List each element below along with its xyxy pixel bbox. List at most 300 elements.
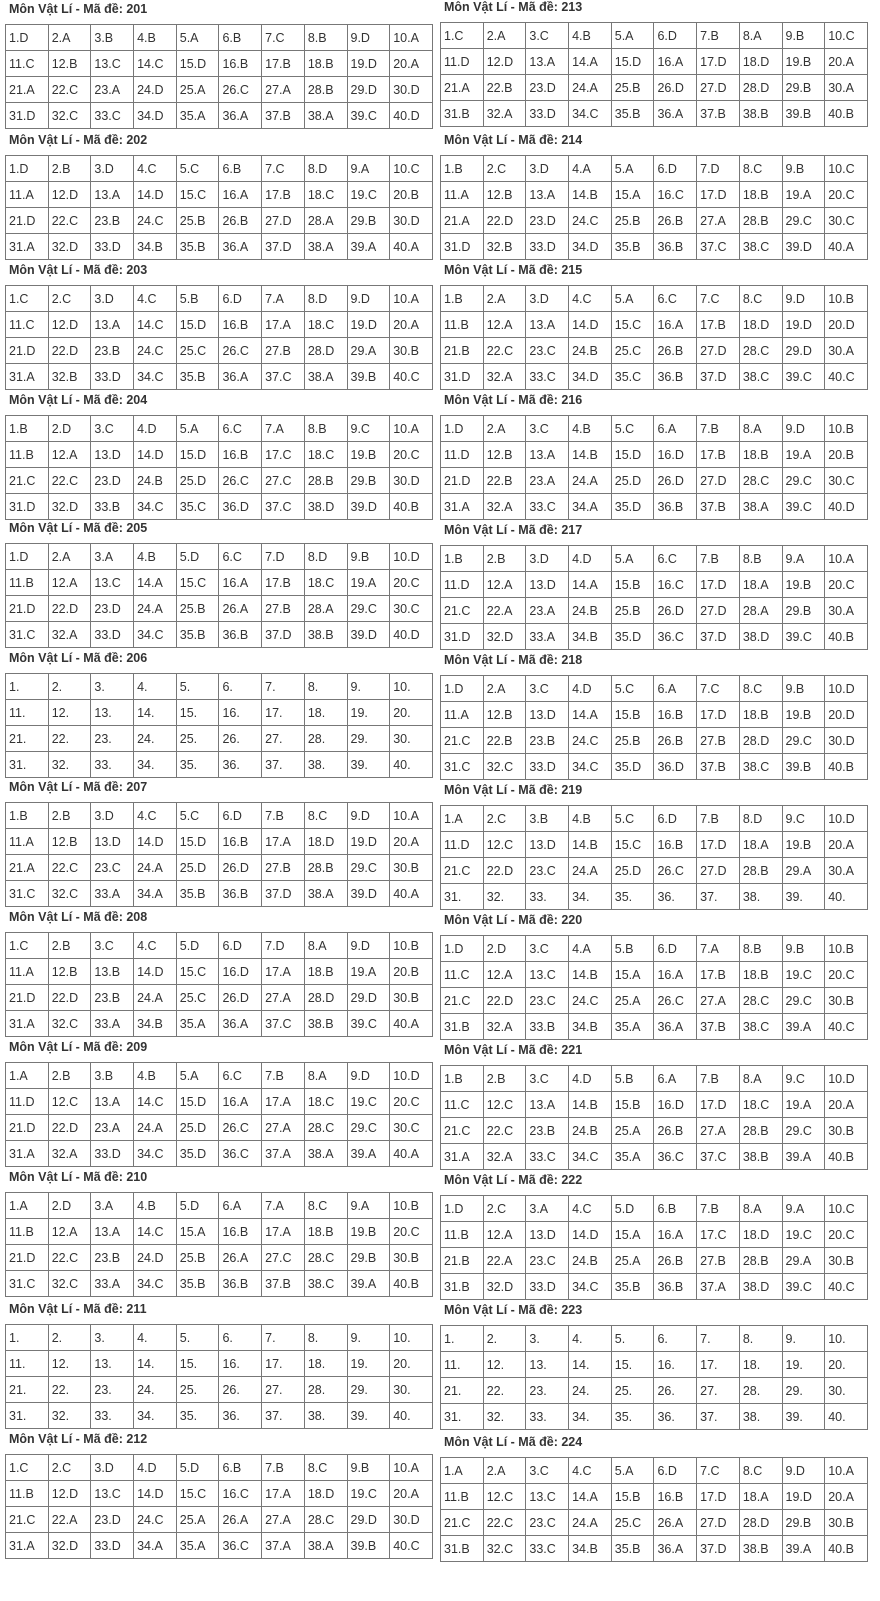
answer-cell: 17.C xyxy=(262,442,305,468)
answer-cell: 9.D xyxy=(782,1458,825,1484)
answer-cell: 23.B xyxy=(91,208,134,234)
answer-cell: 19. xyxy=(782,1352,825,1378)
answer-cell: 10.C xyxy=(825,23,868,49)
answer-cell: 11.A xyxy=(441,702,484,728)
answer-table xyxy=(440,675,868,780)
answer-cell: 9.D xyxy=(347,286,390,312)
answer-cell: 23.C xyxy=(526,858,569,884)
answer-cell: 2.C xyxy=(483,1196,526,1222)
answer-cell: 39.C xyxy=(347,103,390,129)
answer-cell: 30.B xyxy=(825,1510,868,1536)
answer-cell: 1.A xyxy=(441,806,484,832)
answer-cell: 25.A xyxy=(176,77,219,103)
answer-cell: 31.A xyxy=(441,494,484,520)
answer-cell: 22.C xyxy=(48,468,91,494)
answer-cell: 6.B xyxy=(219,1455,262,1481)
answer-cell: 24.B xyxy=(569,338,612,364)
answer-cell: 2.B xyxy=(48,803,91,829)
answer-cell: 24.D xyxy=(134,1245,177,1271)
answer-cell: 30.C xyxy=(825,468,868,494)
exam-title: Môn Vật Lí - Mã đề: 212 xyxy=(9,1432,148,1446)
answer-row xyxy=(6,1063,433,1089)
answer-cell: 39.D xyxy=(347,622,390,648)
answer-cell: 12.B xyxy=(483,442,526,468)
answer-cell: 37. xyxy=(697,884,740,910)
answer-cell: 31.A xyxy=(6,1141,49,1167)
answer-cell: 6.D xyxy=(219,286,262,312)
exam-title: Môn Vật Lí - Mã đề: 202 xyxy=(9,133,148,147)
answer-cell: 37.A xyxy=(262,1141,305,1167)
answer-cell: 36.D xyxy=(219,494,262,520)
answer-cell: 21.D xyxy=(6,1115,49,1141)
answer-row xyxy=(6,1193,433,1219)
answer-cell: 18.B xyxy=(304,959,347,985)
answer-cell: 11.C xyxy=(6,312,49,338)
exam-title: Môn Vật Lí - Mã đề: 209 xyxy=(9,1040,148,1054)
answer-cell: 35. xyxy=(176,1403,219,1429)
answer-cell: 5.C xyxy=(611,416,654,442)
answer-cell: 14.B xyxy=(569,832,612,858)
answer-cell: 13.D xyxy=(91,442,134,468)
answer-row xyxy=(441,1014,868,1040)
answer-cell: 34.B xyxy=(569,624,612,650)
answer-cell: 10.A xyxy=(390,25,433,51)
answer-cell: 14.B xyxy=(569,442,612,468)
answer-cell: 29.A xyxy=(782,1248,825,1274)
answer-cell: 29.C xyxy=(347,1115,390,1141)
answer-cell: 19.C xyxy=(782,1222,825,1248)
answer-cell: 33.D xyxy=(91,1141,134,1167)
answer-cell: 34.D xyxy=(134,103,177,129)
answer-cell: 34.A xyxy=(134,881,177,907)
answer-cell: 17.B xyxy=(697,442,740,468)
answer-cell: 17.B xyxy=(697,312,740,338)
answer-cell: 39.C xyxy=(782,494,825,520)
answer-cell: 5.C xyxy=(611,806,654,832)
answer-cell: 19.B xyxy=(782,702,825,728)
answer-cell: 11.B xyxy=(6,1219,49,1245)
answer-cell: 14.D xyxy=(569,1222,612,1248)
answer-cell: 39.B xyxy=(347,1533,390,1559)
answer-cell: 13.C xyxy=(526,1484,569,1510)
answer-cell: 33.A xyxy=(91,881,134,907)
answer-cell: 25.C xyxy=(611,1510,654,1536)
answer-cell: 27.A xyxy=(262,985,305,1011)
answer-cell: 12. xyxy=(48,700,91,726)
answer-cell: 36.A xyxy=(219,103,262,129)
answer-cell: 16.B xyxy=(219,1219,262,1245)
exam-title: Môn Vật Lí - Mã đề: 213 xyxy=(444,0,583,14)
answer-cell: 38.A xyxy=(304,1533,347,1559)
answer-cell: 2.B xyxy=(48,156,91,182)
answer-cell: 26.C xyxy=(219,338,262,364)
answer-cell: 33.A xyxy=(91,1271,134,1297)
answer-row xyxy=(441,676,868,702)
answer-cell: 4.C xyxy=(134,286,177,312)
answer-table xyxy=(440,545,868,650)
answer-cell: 18. xyxy=(304,700,347,726)
answer-row xyxy=(6,1325,433,1351)
answer-cell: 39.C xyxy=(782,364,825,390)
answer-cell: 2.A xyxy=(483,416,526,442)
answer-row xyxy=(441,546,868,572)
answer-cell: 14.A xyxy=(569,572,612,598)
answer-cell: 5.A xyxy=(611,23,654,49)
exam-title: Môn Vật Lí - Mã đề: 218 xyxy=(444,653,583,667)
answer-cell: 16. xyxy=(654,1352,697,1378)
answer-cell: 12.D xyxy=(48,1481,91,1507)
answer-cell: 35.B xyxy=(176,364,219,390)
answer-cell: 16. xyxy=(219,700,262,726)
answer-cell: 9.B xyxy=(782,676,825,702)
answer-cell: 10. xyxy=(390,1325,433,1351)
answer-cell: 12.A xyxy=(48,1219,91,1245)
answer-cell: 30.B xyxy=(825,1248,868,1274)
answer-cell: 13.B xyxy=(91,959,134,985)
answer-cell: 4.C xyxy=(569,286,612,312)
answer-cell: 30.C xyxy=(825,208,868,234)
answer-table xyxy=(440,1325,868,1430)
answer-cell: 28. xyxy=(304,726,347,752)
answer-cell: 40.B xyxy=(825,754,868,780)
answer-row xyxy=(441,49,868,75)
answer-cell: 32.B xyxy=(48,364,91,390)
answer-cell: 38.B xyxy=(739,101,782,127)
answer-cell: 16.B xyxy=(654,1484,697,1510)
answer-cell: 14.A xyxy=(134,570,177,596)
answer-cell: 24.A xyxy=(569,1510,612,1536)
answer-cell: 39. xyxy=(347,752,390,778)
answer-cell: 28.C xyxy=(739,338,782,364)
answer-cell: 10.A xyxy=(390,803,433,829)
answer-cell: 33.A xyxy=(91,1011,134,1037)
exam-title: Môn Vật Lí - Mã đề: 221 xyxy=(444,1043,583,1057)
answer-cell: 4.D xyxy=(134,1455,177,1481)
answer-cell: 40.B xyxy=(390,494,433,520)
answer-cell: 14.A xyxy=(569,49,612,75)
answer-cell: 14.D xyxy=(134,442,177,468)
answer-cell: 29.D xyxy=(347,77,390,103)
answer-cell: 26.A xyxy=(219,1245,262,1271)
answer-row xyxy=(6,752,433,778)
answer-cell: 39. xyxy=(782,1404,825,1430)
answer-cell: 28.B xyxy=(739,1248,782,1274)
answer-cell: 2.A xyxy=(48,544,91,570)
answer-cell: 22.C xyxy=(48,77,91,103)
answer-cell: 20. xyxy=(825,1352,868,1378)
answer-cell: 18.C xyxy=(304,442,347,468)
answer-cell: 25.D xyxy=(176,1115,219,1141)
answer-cell: 8.B xyxy=(304,416,347,442)
answer-cell: 30.D xyxy=(825,728,868,754)
exam-title: Môn Vật Lí - Mã đề: 201 xyxy=(9,2,148,16)
answer-cell: 33.B xyxy=(91,494,134,520)
answer-row xyxy=(6,622,433,648)
answer-cell: 4.B xyxy=(569,416,612,442)
answer-row xyxy=(441,806,868,832)
answer-cell: 2. xyxy=(48,674,91,700)
answer-cell: 40.B xyxy=(825,101,868,127)
answer-cell: 20.C xyxy=(825,962,868,988)
answer-cell: 10.D xyxy=(825,676,868,702)
answer-cell: 4.A xyxy=(569,156,612,182)
answer-cell: 4.D xyxy=(134,416,177,442)
answer-cell: 29.C xyxy=(347,596,390,622)
answer-cell: 15.A xyxy=(611,182,654,208)
answer-cell: 24.B xyxy=(569,1118,612,1144)
answer-cell: 30. xyxy=(390,726,433,752)
answer-cell: 3.D xyxy=(91,156,134,182)
answer-cell: 17.D xyxy=(697,1484,740,1510)
answer-cell: 21. xyxy=(6,726,49,752)
answer-cell: 7.B xyxy=(697,546,740,572)
answer-cell: 15.D xyxy=(176,442,219,468)
answer-cell: 2.A xyxy=(483,676,526,702)
answer-cell: 33.C xyxy=(526,1144,569,1170)
answer-row xyxy=(6,1351,433,1377)
answer-cell: 2.D xyxy=(48,1193,91,1219)
answer-cell: 23. xyxy=(526,1378,569,1404)
answer-cell: 30.B xyxy=(390,1245,433,1271)
answer-cell: 17.B xyxy=(262,570,305,596)
answer-cell: 40.C xyxy=(825,364,868,390)
answer-row xyxy=(6,1377,433,1403)
answer-cell: 14. xyxy=(569,1352,612,1378)
answer-row xyxy=(6,494,433,520)
answer-cell: 30.B xyxy=(390,338,433,364)
answer-cell: 38.C xyxy=(739,754,782,780)
answer-cell: 1.D xyxy=(6,156,49,182)
answer-cell: 1.D xyxy=(441,1196,484,1222)
answer-cell: 14.D xyxy=(134,1481,177,1507)
exam-title: Môn Vật Lí - Mã đề: 217 xyxy=(444,523,583,537)
answer-cell: 39.A xyxy=(782,1014,825,1040)
answer-cell: 19.C xyxy=(347,1481,390,1507)
answer-cell: 35.B xyxy=(611,101,654,127)
answer-cell: 19.C xyxy=(347,1089,390,1115)
answer-cell: 7. xyxy=(262,1325,305,1351)
answer-cell: 22.D xyxy=(483,208,526,234)
answer-cell: 25.D xyxy=(611,468,654,494)
answer-cell: 25.B xyxy=(611,208,654,234)
answer-cell: 10.A xyxy=(390,286,433,312)
answer-table xyxy=(5,24,433,129)
answer-cell: 3. xyxy=(91,674,134,700)
answer-cell: 3.D xyxy=(91,1455,134,1481)
answer-cell: 20.C xyxy=(390,570,433,596)
answer-cell: 24.D xyxy=(134,77,177,103)
answer-cell: 25.C xyxy=(176,338,219,364)
answer-row xyxy=(441,494,868,520)
answer-cell: 30.C xyxy=(390,596,433,622)
answer-cell: 30.B xyxy=(390,985,433,1011)
answer-table xyxy=(5,1192,433,1297)
answer-row xyxy=(441,962,868,988)
exam-title: Môn Vật Lí - Mã đề: 215 xyxy=(444,263,583,277)
answer-row xyxy=(6,1533,433,1559)
answer-cell: 39.A xyxy=(347,1271,390,1297)
answer-cell: 27. xyxy=(262,726,305,752)
answer-row xyxy=(441,1458,868,1484)
answer-cell: 23.A xyxy=(526,468,569,494)
answer-cell: 32.C xyxy=(483,754,526,780)
answer-cell: 26.C xyxy=(219,1115,262,1141)
answer-cell: 26.B xyxy=(654,338,697,364)
answer-cell: 3.D xyxy=(91,803,134,829)
answer-row xyxy=(441,858,868,884)
answer-cell: 22.A xyxy=(483,598,526,624)
answer-cell: 7. xyxy=(697,1326,740,1352)
answer-cell: 9.C xyxy=(782,1066,825,1092)
answer-row xyxy=(441,364,868,390)
answer-row xyxy=(6,570,433,596)
answer-cell: 18.D xyxy=(304,1481,347,1507)
answer-cell: 15.B xyxy=(611,1092,654,1118)
answer-cell: 31.C xyxy=(441,754,484,780)
answer-cell: 15.C xyxy=(611,832,654,858)
answer-row xyxy=(441,1222,868,1248)
answer-cell: 11.C xyxy=(441,1092,484,1118)
answer-cell: 25.B xyxy=(176,208,219,234)
answer-cell: 23.B xyxy=(91,338,134,364)
answer-cell: 23.C xyxy=(91,855,134,881)
answer-cell: 1.C xyxy=(441,23,484,49)
answer-row xyxy=(441,75,868,101)
answer-cell: 34.B xyxy=(569,1536,612,1562)
answer-cell: 23. xyxy=(91,726,134,752)
answer-cell: 29.D xyxy=(347,985,390,1011)
answer-cell: 40.C xyxy=(390,1533,433,1559)
answer-cell: 13.A xyxy=(91,312,134,338)
answer-cell: 37.D xyxy=(262,622,305,648)
answer-cell: 38.A xyxy=(304,103,347,129)
answer-table xyxy=(5,673,433,778)
answer-cell: 9.D xyxy=(782,286,825,312)
answer-cell: 7.C xyxy=(697,1458,740,1484)
answer-cell: 30. xyxy=(825,1378,868,1404)
answer-cell: 11.D xyxy=(6,1089,49,1115)
answer-cell: 17.B xyxy=(262,51,305,77)
answer-cell: 13.D xyxy=(526,832,569,858)
answer-cell: 9.B xyxy=(782,23,825,49)
answer-cell: 25.B xyxy=(611,598,654,624)
answer-row xyxy=(6,1271,433,1297)
answer-cell: 5.B xyxy=(611,1066,654,1092)
answer-cell: 32.A xyxy=(483,364,526,390)
answer-row xyxy=(441,1484,868,1510)
answer-cell: 24.A xyxy=(569,858,612,884)
answer-cell: 12.B xyxy=(48,51,91,77)
answer-cell: 40. xyxy=(825,884,868,910)
answer-row xyxy=(6,674,433,700)
answer-cell: 1.A xyxy=(6,1193,49,1219)
answer-cell: 38.A xyxy=(304,1141,347,1167)
answer-cell: 34.C xyxy=(569,754,612,780)
answer-cell: 19.D xyxy=(782,312,825,338)
answer-cell: 8.D xyxy=(304,544,347,570)
answer-cell: 40.A xyxy=(390,881,433,907)
answer-cell: 8.A xyxy=(304,933,347,959)
answer-cell: 4. xyxy=(134,1325,177,1351)
answer-cell: 18.D xyxy=(739,312,782,338)
answer-cell: 13.A xyxy=(526,49,569,75)
answer-cell: 4.C xyxy=(134,803,177,829)
answer-cell: 37. xyxy=(262,752,305,778)
answer-cell: 9.C xyxy=(782,806,825,832)
answer-row xyxy=(441,1118,868,1144)
answer-table xyxy=(440,155,868,260)
answer-cell: 32.C xyxy=(483,1536,526,1562)
answer-cell: 25.D xyxy=(176,468,219,494)
answer-cell: 24.B xyxy=(569,1248,612,1274)
answer-cell: 38. xyxy=(739,1404,782,1430)
exam-title: Môn Vật Lí - Mã đề: 203 xyxy=(9,263,148,277)
answer-cell: 38.D xyxy=(739,1274,782,1300)
answer-cell: 31.A xyxy=(6,234,49,260)
answer-cell: 28.B xyxy=(739,858,782,884)
answer-cell: 33.D xyxy=(91,364,134,390)
answer-cell: 25. xyxy=(611,1378,654,1404)
answer-table xyxy=(440,1195,868,1300)
answer-cell: 37.B xyxy=(697,101,740,127)
answer-cell: 17.A xyxy=(262,1219,305,1245)
answer-cell: 39.D xyxy=(782,234,825,260)
exam-title: Môn Vật Lí - Mã đề: 224 xyxy=(444,1435,583,1449)
answer-cell: 11. xyxy=(441,1352,484,1378)
answer-cell: 16.D xyxy=(654,442,697,468)
answer-cell: 11.B xyxy=(441,1484,484,1510)
answer-cell: 18.B xyxy=(739,702,782,728)
answer-cell: 18.C xyxy=(304,1089,347,1115)
answer-cell: 1.B xyxy=(6,803,49,829)
answer-cell: 21.D xyxy=(6,596,49,622)
exam-title: Môn Vật Lí - Mã đề: 206 xyxy=(9,651,148,665)
answer-cell: 20. xyxy=(390,700,433,726)
answer-cell: 5. xyxy=(611,1326,654,1352)
answer-cell: 3.D xyxy=(91,286,134,312)
answer-cell: 25. xyxy=(176,726,219,752)
answer-cell: 21.A xyxy=(6,855,49,881)
answer-cell: 7.B xyxy=(262,803,305,829)
answer-cell: 5.D xyxy=(176,544,219,570)
answer-cell: 24.B xyxy=(569,598,612,624)
answer-cell: 38. xyxy=(304,752,347,778)
answer-cell: 35.A xyxy=(176,1011,219,1037)
answer-cell: 7.B xyxy=(262,1455,305,1481)
answer-cell: 4.D xyxy=(569,676,612,702)
answer-cell: 16.A xyxy=(219,570,262,596)
answer-cell: 21.D xyxy=(6,1245,49,1271)
answer-cell: 6.A xyxy=(654,1066,697,1092)
answer-cell: 26.B xyxy=(219,208,262,234)
answer-cell: 14.B xyxy=(569,182,612,208)
answer-cell: 36.A xyxy=(654,1014,697,1040)
answer-cell: 20.D xyxy=(825,702,868,728)
answer-cell: 31.A xyxy=(6,364,49,390)
answer-row xyxy=(441,286,868,312)
answer-cell: 8.D xyxy=(304,286,347,312)
answer-cell: 30.B xyxy=(825,988,868,1014)
answer-row xyxy=(6,416,433,442)
answer-table xyxy=(440,1457,868,1562)
answer-cell: 18.A xyxy=(739,1484,782,1510)
answer-cell: 40.D xyxy=(390,103,433,129)
answer-row xyxy=(441,208,868,234)
answer-cell: 39. xyxy=(347,1403,390,1429)
answer-cell: 18.A xyxy=(739,572,782,598)
answer-cell: 27.D xyxy=(697,75,740,101)
answer-cell: 3.D xyxy=(526,286,569,312)
